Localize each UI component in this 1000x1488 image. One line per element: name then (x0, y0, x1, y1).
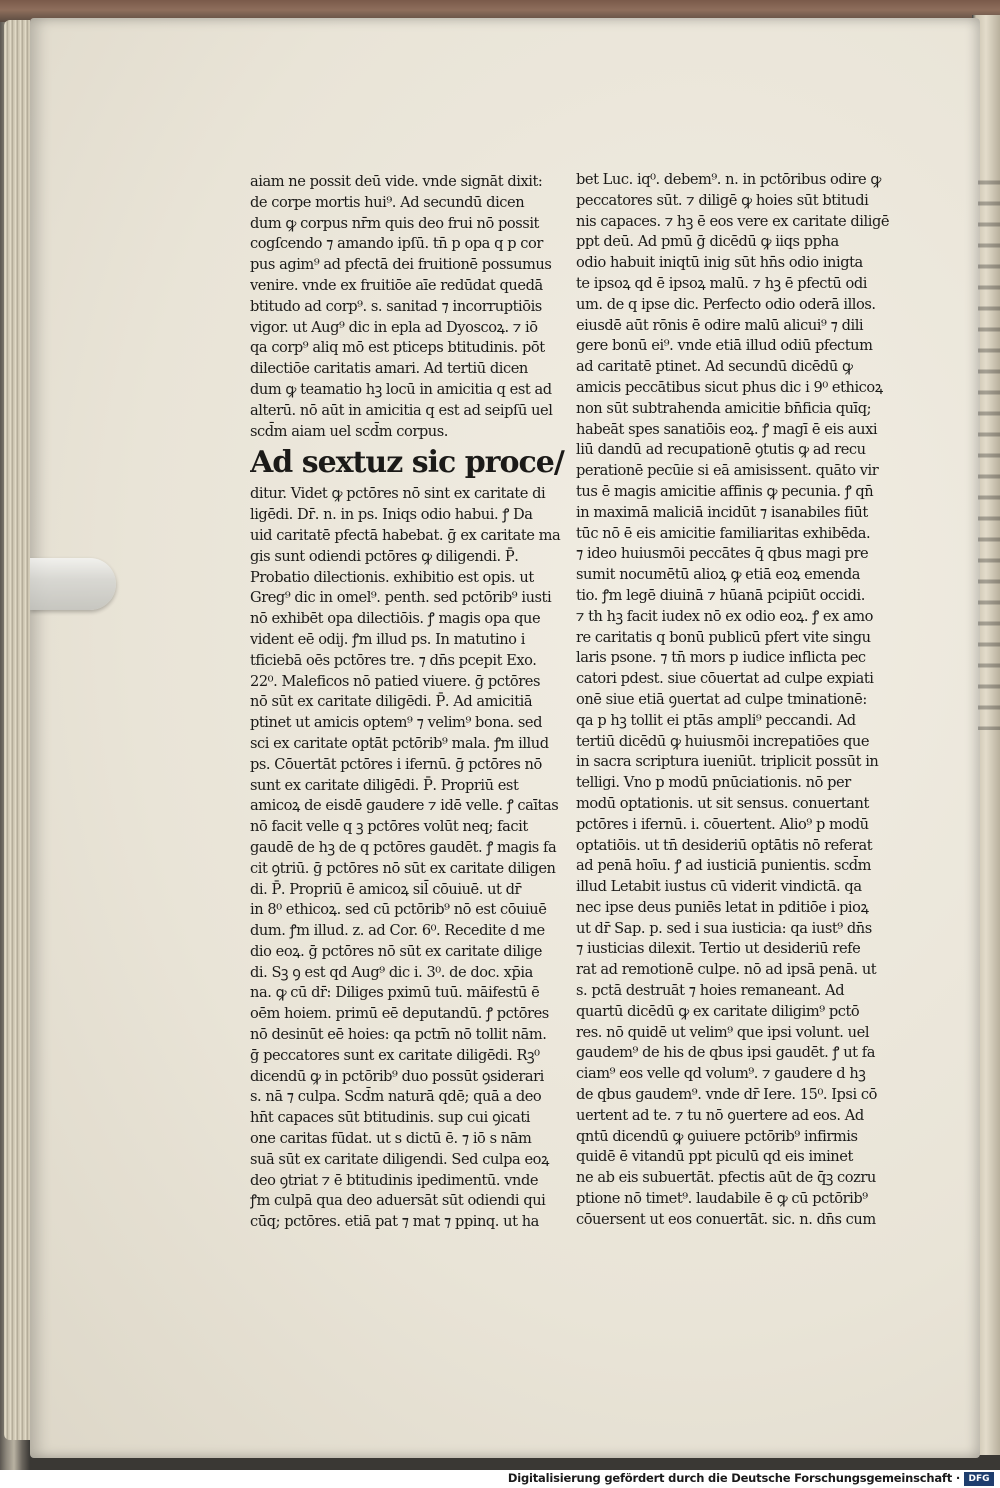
text-line: nō facit velle q ꝫ pctōres volūt neq; facit (250, 818, 528, 836)
page-clip (30, 558, 116, 610)
text-line: bet Luc. iq⁰. debem⁹. n. in pctōribus odire ꝙ (576, 171, 881, 188)
text-line: sunt ex caritate diligēdi. P̄. Propriū est (250, 776, 519, 794)
text-line: cūq; pctōres. etiā pat ⁊ mat ⁊ ppinq. ut ha (250, 1213, 539, 1231)
text-line: ligēdi. Dr̄. n. in ps. Iniqs odio habui. ꝭ Da (250, 506, 533, 524)
adjacent-page-text-edge (978, 170, 1000, 730)
text-line: qa p hꝫ tollit ei ptās ampli⁹ peccandi. Ad (576, 711, 856, 729)
text-line: 22⁰. Maleficos nō patied viuere. ḡ pctōres (250, 672, 541, 690)
text-line: dum ꝙ corpus nr̄m quis deo frui nō possit (250, 214, 539, 232)
text-line: qa corp⁹ aliq mō est pticeps btitudinis. pōt (250, 339, 545, 357)
text-line: ppt deū. Ad pmū ḡ dicēdū ꝙ iiqs ppha (576, 233, 839, 251)
text-line: pctōres i ifernū. i. cōuertent. Alio⁹ p modū (576, 815, 869, 833)
text-line: habeāt spes sanatiōis eoꝝ. ꝭ magī ē eis auxi (576, 420, 878, 438)
text-line: optatiōis. ut tn̄ desideriū optātis nō referat (576, 836, 873, 854)
text-line: cogſcendo ⁊ amando ipſū. tn̄ p opa q p cor (250, 235, 543, 253)
text-line: oēm hoiem. primū eē deputandū. ꝭ pctōres (250, 1005, 549, 1023)
text-line: tio. ꝭm legē diuinā ⁊ hūanā pcipiūt occidi. (576, 586, 865, 604)
dfg-logo: DFG (964, 1472, 994, 1486)
text-line: gere bonū ei⁹. vnde etiā illud odiū pfectum (576, 337, 873, 355)
text-line: onē siue etiā ꝯuertat ad culpe tminationē: (576, 690, 867, 708)
text-line: alterū. nō aūt in amicitia q est ad seipſū uel (250, 401, 553, 419)
book-left-edge (4, 20, 30, 1440)
text-line: re caritatis q bonū publicū pfert vite singu (576, 628, 871, 646)
text-line: ut dr̄ Sap. p. sed i sua iusticia: qa iust⁹ dn̄s (576, 919, 872, 937)
text-line: nō sūt ex caritate diligēdi. P̄. Ad amicitiā (250, 693, 533, 711)
text-line: catori pdest. siue cōuertat ad culpe expiati (576, 670, 874, 688)
text-line: uid caritatē pfectā habebat. ḡ ex caritate ma (250, 526, 561, 544)
text-line: cit ꝯtriū. ḡ pctōres nō sūt ex caritate diligen (250, 859, 556, 877)
text-line: ciam⁹ eos velle qd volum⁹. ⁊ gaudere d hꝫ (576, 1065, 866, 1083)
text-line: nec ipse deus puniēs letat in pditiōe i pioꝝ (576, 898, 869, 916)
text-line: in maximā maliciā incidūt ⁊ isanabiles fiūt (576, 503, 868, 521)
text-line: vigor. ut Aug⁹ dic in epla ad Dyoscoꝝ. ⁊ iō (250, 318, 538, 336)
right-text-column (576, 170, 906, 1231)
text-line: uertent ad te. ⁊ tu nō ꝯuertere ad eos. Ad (576, 1106, 864, 1124)
text-line: tertiū dicēdū ꝙ huiusmōi increpatiōes que (576, 732, 870, 750)
text-line: dum. ꝭm illud. z. ad Cor. 6⁰. Recedite d me (250, 922, 545, 940)
text-line: cōuersent ut eos conuertāt. sic. n. dn̄s cum (576, 1210, 876, 1228)
text-line: sumit nocumētū alioꝝ ꝙ etiā eoꝝ emenda (576, 566, 860, 584)
text-line: amicis peccātibus sicut phus dic i 9⁰ ethicoꝝ (576, 378, 883, 396)
text-line: non sūt subtrahenda amicitie bn̄ficia quīq; (576, 399, 872, 417)
text-line: venire. vnde ex fruitiōe aīe redūdat quedā (250, 276, 543, 294)
text-line: nō exhibēt opa dilectiōis. ꝭ magis opa que (250, 610, 541, 628)
text-line: in 8⁰ ethicoꝝ. sed cū pctōrib⁹ nō est cōuiuē (250, 901, 547, 919)
text-line: pus agim⁹ ad pfectā dei fruitionē possumus (250, 256, 552, 274)
left-column-text-after-heading (250, 484, 570, 1233)
text-line: quidē ē vitandū ppt piculū qd eis iminet (576, 1148, 853, 1166)
text-line: amicoꝝ de eisdē gaudere ⁊ idē velle. ꝭ caītas (250, 797, 559, 815)
text-line: tus ē magis amicitie affinis ꝙ pecunia. ꝭ qn̄ (576, 482, 874, 500)
text-line: modū optationis. ut sit sensus. conuertant (576, 794, 869, 812)
text-line: Greg⁹ dic in omel⁹. penth. sed pctōrib⁹ iusti (250, 589, 552, 607)
text-line: dum ꝙ teamatio hꝫ locū in amicitia q est ad (250, 380, 552, 398)
text-line: dio eoꝝ. ḡ pctōres nō sūt ex caritate dilige (250, 942, 542, 960)
text-line: liū dandū ad recupationē ꝯtutis ꝙ ad recu (576, 441, 866, 459)
text-line: gaudem⁹ de his de qbus ipsi gaudēt. ꝭ ut fa (576, 1044, 875, 1062)
text-line: ⁊ th hꝫ facit iudex nō ex odio eoꝝ. ꝭ ex amo (576, 607, 874, 625)
text-line: gaudē de hꝫ de q pctōres gaudēt. ꝭ magis fa (250, 838, 557, 856)
text-line: ad penā hoīu. ꝭ ad iusticiā punientis. scd̄m (576, 857, 872, 875)
text-line: scd̄m aiam uel scd̄m corpus. (250, 422, 448, 440)
text-line: aiam ne possit deū vide. vnde signāt dixit: (250, 173, 543, 190)
text-line: eiusdē aūt rōnis ē odire malū alicui⁹ ⁊ dili (576, 316, 864, 334)
left-text-column (250, 172, 570, 1233)
text-line: sci ex caritate optāt pctōrib⁹ mala. ꝭm illud (250, 734, 549, 752)
text-line: ⁊ iusticias dilexit. Tertio ut desideriū refe (576, 940, 861, 958)
text-line: ad caritatē ptinet. Ad secundū dicēdū ꝙ (576, 358, 853, 376)
text-line: di. Sꝫ ꝯ est qd Aug⁹ dic i. 3⁰. de doc. xp̄ia (250, 963, 533, 981)
text-line: ptione nō timet⁹. laudabile ē ꝙ cū pctōrib⁹ (576, 1190, 868, 1208)
text-line: tūc nō ē eis amicitie familiaritas exhibēda. (576, 524, 871, 542)
text-line: um. de q ipse dic. Perfecto odio oderā illos. (576, 295, 876, 313)
text-line: dilectiōe caritatis amari. Ad tertiū dicen (250, 360, 528, 378)
text-line: rat ad remotionē culpe. nō ad ipsā penā. ut (576, 961, 877, 979)
text-line: de qbus gaudem⁹. vnde dr̄ Iere. 15⁰. Ipsi cō (576, 1086, 877, 1104)
text-line: de corpe mortis hui⁹. Ad secundū dicen (250, 193, 525, 211)
text-line: s. nā ⁊ culpa. Scd̄m naturā qdē; quā a deo (250, 1088, 542, 1106)
text-line: telligi. Vno p modū pnūciationis. nō per (576, 774, 851, 792)
text-line: dicendū ꝙ in pctōrib⁹ duo possūt ꝯsiderari (250, 1067, 544, 1085)
text-line: na. ꝙ cū dr̄: Diliges pximū tuū. māifestū ē (250, 984, 540, 1002)
footer-credit: Digitalisierung gefördert durch die Deutsche Forschungsgemeinschaft · (507, 1471, 960, 1485)
text-line: ditur. Videt ꝙ pctōres nō sint ex caritate di (250, 485, 546, 503)
text-line: res. nō quidē ut velim⁹ que ipsi volunt. uel (576, 1023, 870, 1041)
text-line: in sacra scriptura iueniūt. triplicit possūt in (576, 753, 879, 771)
text-line: vident eē odij. ꝭm illud ps. In matutino i (250, 630, 525, 648)
text-line: ptinet ut amicis optem⁹ ⁊ velim⁹ bona. sed (250, 714, 542, 732)
text-line: one caritas fūdat. ut s dictū ē. ⁊ iō s nām (250, 1130, 532, 1148)
text-line: ne ab eis subuertāt. pfectis aūt de q̄ꝫ cozru (576, 1169, 876, 1187)
text-line: odio habuit iniqtū inig sūt hn̄s odio inigta (576, 254, 863, 272)
text-line: nō desinūt eē hoies: qa pctm̄ nō tollit nām. (250, 1026, 547, 1044)
text-line: s. pctā destruāt ⁊ hoies remaneant. Ad (576, 982, 845, 1000)
text-line: peccatores sūt. ⁊ diligē ꝙ hoies sūt btitudi (576, 191, 869, 209)
text-line: deo ꝯtriat ⁊ ē btitudinis ipedimentū. vnde (250, 1171, 539, 1189)
text-line: ps. Cōuertāt pctōres i ifernū. ḡ pctōres nō (250, 755, 542, 773)
text-line: qntū dicendū ꝙ ꝯuiuere pctōrib⁹ infirmis (576, 1127, 858, 1145)
text-line: laris psone. ⁊ tn̄ mors p iudice inflicta pec (576, 649, 866, 667)
text-line: tficiebā oēs pctōres tre. ⁊ dn̄s pcepit Exo. (250, 651, 537, 669)
text-line: ꝭm culpā qua deo aduersāt sūt odiendi qui (250, 1192, 546, 1210)
text-line: ⁊ ideo huiusmōi peccātes q̄ qbus magi pre (576, 545, 869, 563)
text-line: perationē pecūie si eā amisissent. quāto vir (576, 462, 879, 480)
text-line: suā sūt ex caritate diligendi. Sed culpa eoꝝ (250, 1150, 549, 1168)
text-line: di. P̄. Propriū ē amicoꝝ sil̄ cōuiuē. ut dr̄ (250, 880, 522, 898)
text-line: ḡ peccatores sunt ex caritate diligēdi. Rꝫ⁰ (250, 1046, 540, 1064)
text-line: hn̄t capaces sūt btitudinis. sup cui ꝯicati (250, 1109, 531, 1127)
text-line: te ipsoꝝ qd ē ipsoꝝ malū. ⁊ hꝫ ē pfectū odi (576, 274, 867, 292)
left-column-text-before-heading (250, 172, 570, 442)
text-line: Probatio dilectionis. exhibitio est opis. ut (250, 568, 534, 586)
text-line: illud Letabit iustus cū viderit vindictā. qa (576, 878, 862, 896)
section-heading: Ad sextuz sic proce/ (250, 445, 564, 481)
text-line: btitudo ad corp⁹. s. sanitad ⁊ incorruptiōis (250, 297, 542, 315)
text-line: gis sunt odiendi pctōres ꝙ diligendi. P̄. (250, 547, 519, 565)
text-line: quartū dicēdū ꝙ ex caritate diligim⁹ pctō (576, 1002, 860, 1020)
text-line: nis capaces. ⁊ hꝫ ē eos vere ex caritate diligē (576, 212, 890, 230)
